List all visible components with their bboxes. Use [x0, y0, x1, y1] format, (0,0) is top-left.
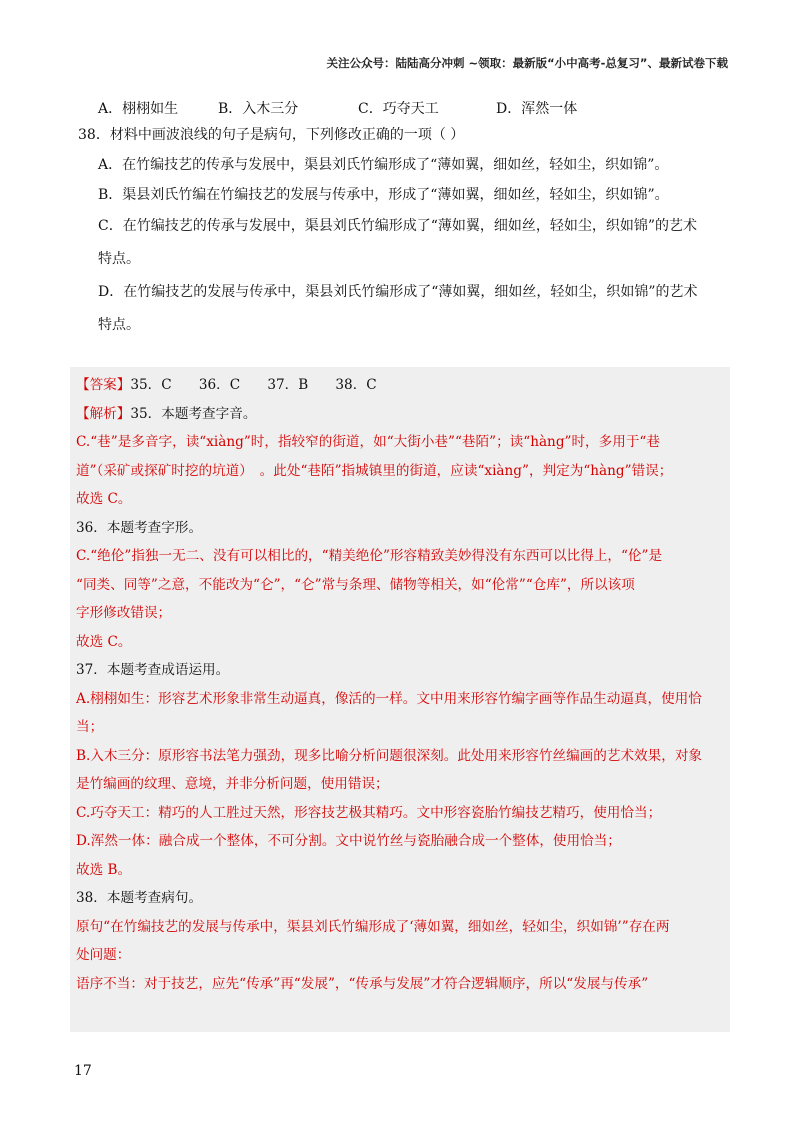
- analysis-38-title: 38．本题考查病句。: [76, 890, 203, 906]
- question-area: [78, 96, 728, 342]
- q38-option-c-line2: 特点。: [98, 251, 140, 267]
- analysis-line-19: 原句“在竹编技艺的发展与传承中，渠县刘氏竹编形成了‘薄如翼，细如丝，轻如尘，织如锦’”存在两: [76, 918, 670, 935]
- analysis-line-21: 语序不当：对于技艺，应先“传承”再“发展”，“传承与发展”才符合逻辑顺序，所以“发展与传承”: [76, 975, 649, 992]
- q37-option-a: A．栩栩如生: [98, 101, 179, 117]
- analysis-line-7: “同类、同等”之意，不能改为“仑”，“仑”常与条理、储物等相关，如“伦常”“仓库”，所以该项: [76, 576, 635, 593]
- analysis-line-13: B.入木三分：原形容书法笔力强劲，现多比喻分析问题很深刻。此处用来形容竹丝编画的艺术效果，对象: [76, 747, 703, 764]
- analysis-line-2: C.“巷”是多音字，读“xiàng”时，指较窄的街道，如“大街小巷”“巷陌”；读“hàng”时，多用于“巷: [76, 434, 660, 450]
- q37-options: [78, 96, 728, 120]
- q37-option-c: C．巧夺天工: [358, 101, 439, 117]
- page-number: 17: [74, 1063, 92, 1079]
- q38-option-d-line2: 特点。: [98, 317, 140, 333]
- analysis-line-3: 道”（采矿或探矿时挖的坑道） 。此处“巷陌”指城镇里的街道，应读“xiàng”，判定为“hàng”错误；: [76, 462, 673, 479]
- analysis-line-11: A.栩栩如生：形容艺术形象非常生动逼真，像活的一样。文中用来形容竹编字画等作品生动逼真，使用恰: [76, 690, 702, 707]
- analysis-36-title: 36．本题考查字形。: [76, 519, 203, 536]
- analysis-line-4: 故选 C。: [76, 491, 132, 507]
- analysis-line-6: C.“绝伦”指独一无二、没有可以相比的，“精美绝伦”形容精致美妙得没有东西可以比得上，“伦”是: [76, 548, 663, 564]
- analysis-label: 【解析】: [76, 405, 131, 422]
- q38-option-a: A．在竹编技艺的传承与发展中，渠县刘氏竹编形成了“薄如翼，细如丝，轻如尘，织如锦”。: [98, 157, 669, 173]
- q38-stem: 38．材料中画波浪线的句子是病句，下列修改正确的一项（ ）: [78, 127, 465, 143]
- q38-option-d: [78, 276, 728, 342]
- analysis-line-17: 故选 B。: [76, 861, 132, 878]
- q38-option-c: [78, 210, 728, 276]
- analysis-line-9: 故选 C。: [76, 633, 132, 650]
- analysis-35-title: 35．本题考查字音。: [130, 405, 257, 422]
- analysis-line-16: D.浑然一体：融合成一个整体，不可分割。文中说竹丝与瓷胎融合成一个整体，使用恰当；: [76, 833, 621, 849]
- analysis-line-1: [76, 400, 724, 429]
- analysis-37-title: 37．本题考查成语运用。: [76, 662, 230, 678]
- answer-line: [76, 371, 724, 400]
- analysis-line-14: 是竹编画的纹理、意境，并非分析问题，使用错误；: [76, 776, 389, 792]
- q37-option-d: D．浑然一体: [496, 101, 578, 117]
- q38-option-c-line1: C．在竹编技艺的传承与发展中，渠县刘氏竹编形成了“薄如翼，细如丝，轻如尘，织如锦”的艺术: [98, 218, 698, 234]
- analysis-line-20: 处问题：: [76, 947, 131, 963]
- answer-analysis-box: [70, 367, 730, 1032]
- answer-label: 【答案】: [76, 377, 131, 393]
- analysis-line-15: C.巧夺天工：精巧的人工胜过天然，形容技艺极其精巧。文中形容瓷胎竹编技艺精巧，使用恰当；: [76, 804, 662, 821]
- q37-option-b: B．入木三分: [218, 101, 299, 117]
- analysis-line-12: 当；: [76, 719, 104, 735]
- q38-option-d-line1: D．在竹编技艺的发展与传承中，渠县刘氏竹编形成了“薄如翼，细如丝，轻如尘，织如锦”的艺术: [98, 284, 698, 300]
- page-header: 关注公众号：陆陆高分冲刺 ~领取：最新版“小中高考-总复习”、最新试卷下载: [326, 56, 728, 70]
- analysis-line-8: 字形修改错误；: [76, 605, 172, 621]
- answer-values: 35．C 36．C 37．B 38．C: [130, 377, 377, 393]
- q38-option-b: B．渠县刘氏竹编在竹编技艺的发展与传承中，形成了“薄如翼，细如丝，轻如尘，织如锦”。: [98, 187, 669, 203]
